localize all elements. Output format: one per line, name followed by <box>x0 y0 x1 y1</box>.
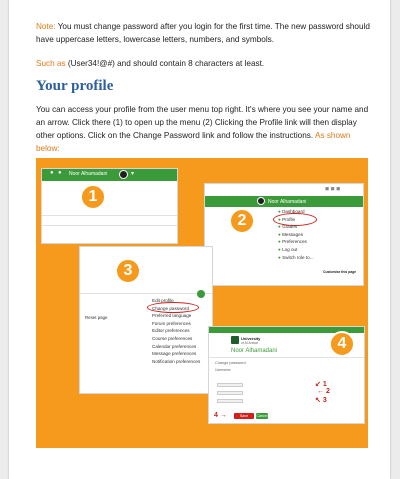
menu-item-preferred-language[interactable]: Preferred language <box>152 313 192 319</box>
new-password-field[interactable] <box>217 391 243 395</box>
arrow-marker-2: ← 2 <box>317 388 330 395</box>
bell-icon: ● <box>50 170 54 176</box>
university-name: University <box>241 336 261 341</box>
user-name[interactable]: Noor Alhamadani <box>268 199 307 205</box>
chevron-down-icon[interactable]: ▾ <box>131 171 135 177</box>
menu-item-change-password[interactable]: Change password <box>152 305 190 311</box>
university-subtitle: of Al Anwar <box>241 340 258 345</box>
menu-item-notification-preferences[interactable]: Notification preferences <box>152 358 201 364</box>
arrow-marker-4: 4 → <box>214 412 227 419</box>
step-badge-1: 1 <box>80 184 106 210</box>
menu-item-grades[interactable]: ● Grades <box>278 224 298 230</box>
confirm-password-field[interactable] <box>217 399 243 403</box>
reset-page-label[interactable]: Reset page <box>85 315 108 320</box>
menu-item-message-preferences[interactable]: Message preferences <box>152 351 197 357</box>
customise-page-label[interactable]: Customise this page <box>323 270 357 274</box>
note-paragraph <box>36 20 376 46</box>
note-label: Note: <box>36 22 56 31</box>
highlight-ring <box>147 302 199 313</box>
menu-item-editor-preferences[interactable]: Editor preferences <box>152 328 190 334</box>
menu-item-course-preferences[interactable]: Course preferences <box>152 335 193 341</box>
current-password-field[interactable] <box>217 383 243 387</box>
arrow-marker-3: ↖ 3 <box>315 397 327 404</box>
screenshot-profile-menu <box>204 183 364 286</box>
divider <box>209 357 364 358</box>
menu-item-profile[interactable]: ● Profile <box>278 216 296 222</box>
user-name[interactable]: Noor Alhamadani <box>69 171 108 177</box>
menu-item-dashboard[interactable]: ● Dashboard <box>278 209 305 214</box>
step-badge-2: 2 <box>229 208 255 234</box>
screenshot-change-password <box>208 326 365 424</box>
section-title: Change password <box>215 361 246 365</box>
document-page <box>9 0 390 479</box>
body-text: You can access your profile from the user menu top right. It's where you see your name and an arrow. Click there (1) to open up the menu (2) Clicking the Profile link will then display other options. Click on the Change Password link and follow the instructions. <box>36 105 369 140</box>
browser-toolbar <box>205 184 363 196</box>
chat-icon: ● <box>58 170 62 176</box>
body-paragraph <box>36 103 376 155</box>
menu-item-edit-profile[interactable]: Edit profile <box>152 298 174 303</box>
save-changes-button[interactable]: Save changes <box>234 413 254 419</box>
screenshot-user-menu <box>41 168 178 244</box>
cancel-button[interactable]: Cancel <box>256 414 268 418</box>
moodle-navbar <box>42 169 177 181</box>
username-label: Username <box>215 368 231 372</box>
screenshot-preferences-menu <box>79 246 213 394</box>
such-as-text: (User34!@#) and should contain 8 characters at least. <box>65 59 265 68</box>
section-heading: Your profile <box>36 78 114 94</box>
menu-item-messages[interactable]: ● Messages <box>278 231 303 237</box>
avatar[interactable] <box>257 197 265 205</box>
divider <box>80 293 212 294</box>
menu-item-forum-preferences[interactable]: Forum preferences <box>152 320 191 326</box>
example-paragraph <box>36 57 376 70</box>
body-highlight: As shown below: <box>36 131 351 153</box>
step-badge-3: 3 <box>115 258 141 284</box>
arrow-marker-1: ↙ 1 <box>315 381 327 388</box>
toolbar-icons: ◼ ◼ ◼ <box>325 186 341 192</box>
divider <box>42 225 177 226</box>
university-logo <box>231 336 239 344</box>
menu-item-calendar-preferences[interactable]: Calendar preferences <box>152 343 197 349</box>
such-as-label: Such as <box>36 59 66 68</box>
user-name: Noor Alhamadani <box>231 348 278 354</box>
divider <box>42 215 177 216</box>
avatar[interactable] <box>119 170 128 179</box>
step-badge-4: 4 <box>329 331 355 357</box>
note-text: You must change password after you login for the first time. The new password should have uppercase letters, lowercase letters, numbers, and symbols. <box>36 22 370 44</box>
menu-item-logout[interactable]: ● Log out <box>278 246 298 252</box>
menu-item-switch-role[interactable]: ● Switch role to... <box>278 254 314 260</box>
menu-item-preferences[interactable]: ● Preferences <box>278 239 307 245</box>
moodle-navbar <box>205 196 363 207</box>
screenshot-collage <box>36 158 368 448</box>
highlight-ring <box>273 213 317 226</box>
